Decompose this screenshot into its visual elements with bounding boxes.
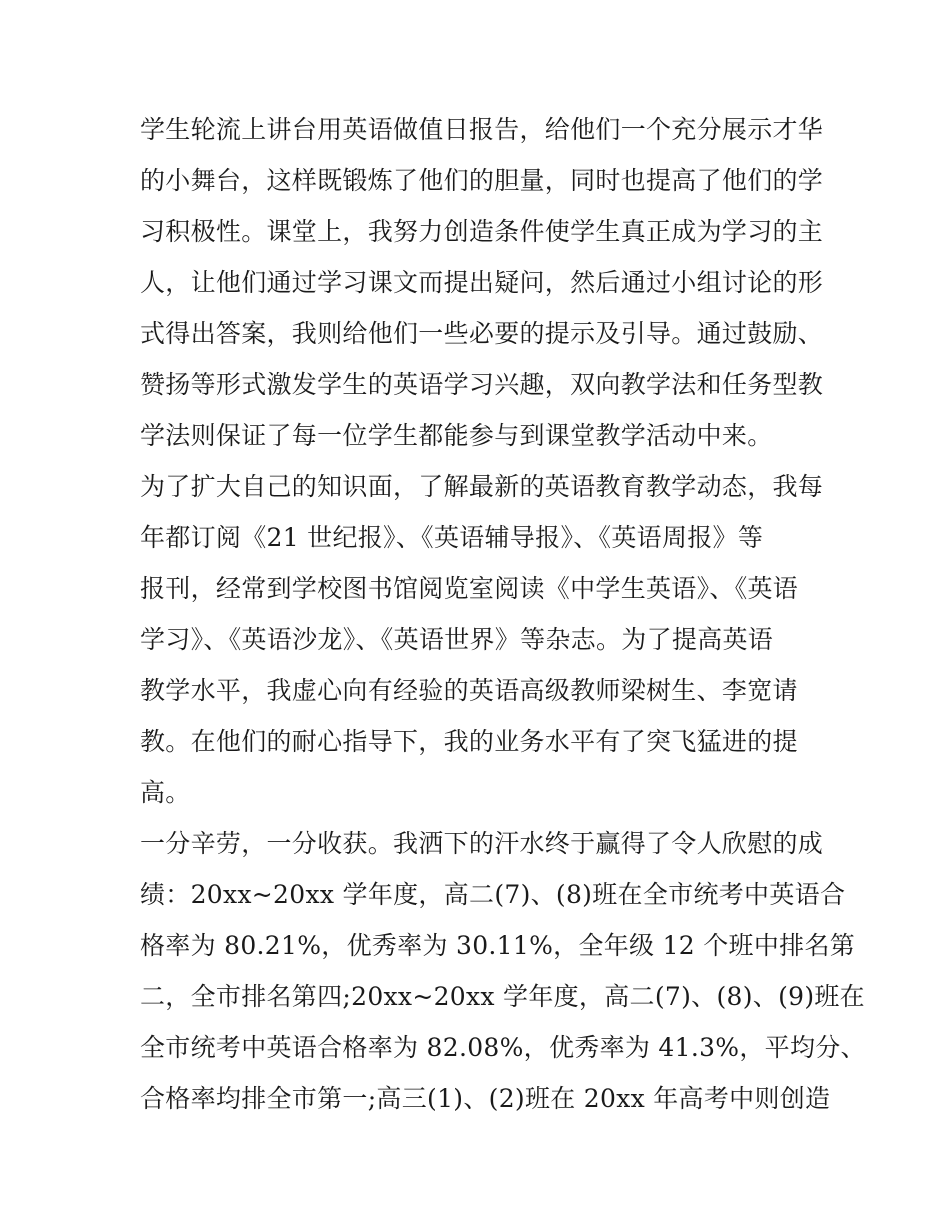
text-line: 一分辛劳，一分收获。我洒下的汗水终于赢得了令人欣慰的成 bbox=[140, 829, 824, 858]
text-line: 报刊，经常到学校图书馆阅览室阅读《中学生英语》、《英语 bbox=[140, 574, 799, 603]
text-line: 教学水平，我虚心向有经验的英语高级教师梁树生、李宽请 bbox=[140, 676, 798, 705]
text-line: 学法则保证了每一位学生都能参与到课堂教学活动中来。 bbox=[140, 421, 773, 450]
text-line: 合格率均排全市第一;高三(1)、(2)班在 20xx 年高考中则创造 bbox=[140, 1084, 831, 1113]
text-line: 人，让他们通过学习课文而提出疑问，然后通过小组讨论的形 bbox=[140, 268, 824, 297]
text-line: 高。 bbox=[140, 778, 191, 807]
text-line: 习积极性。课堂上，我努力创造条件使学生真正成为学习的主 bbox=[140, 217, 824, 246]
text-line: 赞扬等形式激发学生的英语学习兴趣，双向教学法和任务型教 bbox=[140, 370, 824, 399]
text-line: 格率为 80.21%，优秀率为 30.11%，全年级 12 个班中排名第 bbox=[140, 931, 856, 960]
text-line: 的小舞台，这样既锻炼了他们的胆量，同时也提高了他们的学 bbox=[140, 166, 824, 195]
document-body bbox=[140, 109, 866, 1129]
text-line: 为了扩大自己的知识面，了解最新的英语教育教学动态，我每 bbox=[140, 472, 824, 501]
text-line: 式得出答案，我则给他们一些必要的提示及引导。通过鼓励、 bbox=[140, 319, 824, 348]
text-line: 绩：20xx~20xx 学年度，高二(7)、(8)班在全市统考中英语合 bbox=[140, 880, 846, 909]
text-line: 学生轮流上讲台用英语做值日报告，给他们一个充分展示才华 bbox=[140, 115, 824, 144]
text-line: 二，全市排名第四;20xx~20xx 学年度，高二(7)、(8)、(9)班在 bbox=[140, 982, 865, 1011]
text-line: 学习》、《英语沙龙》、《英语世界》等杂志。为了提高英语 bbox=[140, 625, 774, 654]
text-line: 年都订阅《21 世纪报》、《英语辅导报》、《英语周报》等 bbox=[140, 523, 764, 552]
text-line: 教。在他们的耐心指导下，我的业务水平有了突飞猛进的提 bbox=[140, 727, 798, 756]
text-line: 全市统考中英语合格率为 82.08%，优秀率为 41.3%，平均分、 bbox=[140, 1033, 866, 1062]
